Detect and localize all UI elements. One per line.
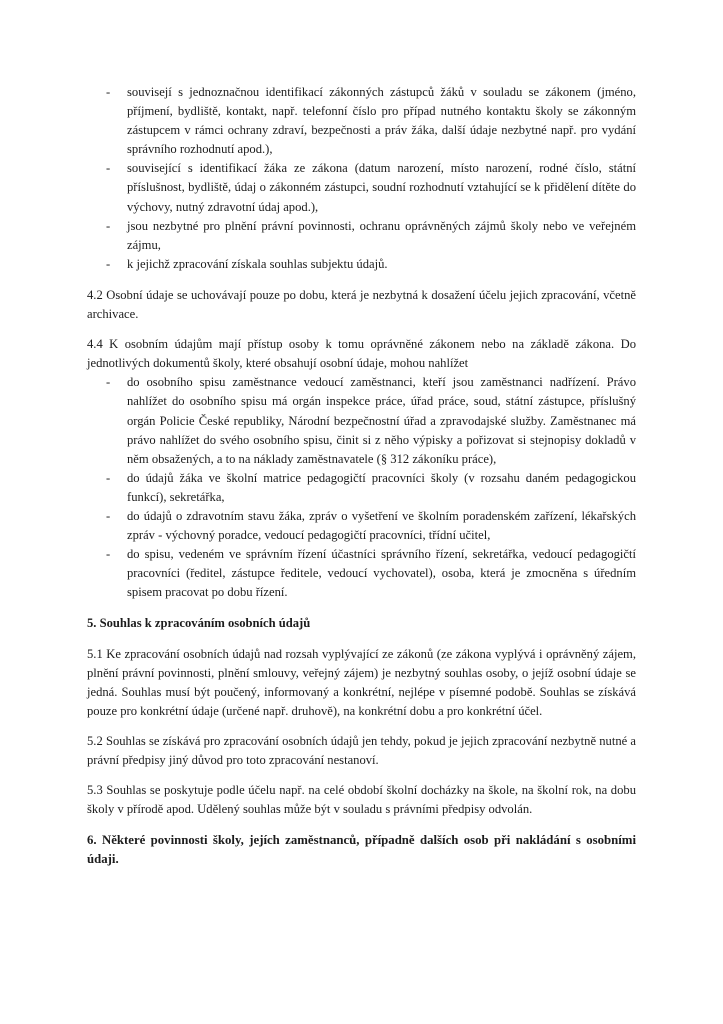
list-item: - do údajů žáka ve školní matrice pedagogičtí pracovníci školy (v rozsahu daném pedagogickou funkcí), sekretářka,	[87, 469, 636, 507]
paragraph-5-1: 5.1 Ke zpracování osobních údajů nad rozsah vyplývající ze zákonů (ze zákona vyplývá i oprávněný zájem, plnění právní povinnosti, plnění smlouvy, veřejný zájem) je nezbytný souhlas osoby, o jejíž osobní údaje se jedná. Souhlas musí být poučený, informovaný a konkrétní, nejlépe v písemné podobě. Souhlas se získává pouze pro konkrétní údaje (určené např. druhově), na konkrétní dobu a pro konkrétní účel.	[87, 646, 636, 718]
paragraph-4-4: 4.4 K osobním údajům mají přístup osoby k tomu oprávněné zákonem nebo na základě zákona. Do jednotlivých dokumentů školy, které obsahují osobní údaje, mohou nahlížet	[87, 337, 636, 371]
list-item: - do osobního spisu zaměstnance vedoucí zaměstnanci, kteří jsou zaměstnanci nadřízení. Právo nahlížet do osobního spisu má orgán inspekce práce, úřad práce, soud, státní zástupce, příslušný orgán Policie České republiky, Národní bezpečnostní úřad a zpravodajské služby. Zaměstnanec má právo nahlížet do svého osobního spisu, činit si z něho výpisky a pořizovat si stejnopisy dokladů v něm obsažených, a to na náklady zaměstnavatele (§ 312 zákoníku práce),	[87, 373, 636, 468]
section-6-heading: 6. Některé povinnosti školy, jejích zaměstnanců, případně dalších osob při nakládání s osobními údaji.	[87, 833, 636, 867]
access-list	[87, 373, 636, 602]
paragraph-5-2: 5.2 Souhlas se získává pro zpracování osobních údajů jen tehdy, pokud je jejich zpracování nezbytně nutné a právní předpisy jiný důvod pro toto zpracování nestanoví.	[87, 733, 636, 767]
list-item: - souvisejí s jednoznačnou identifikací zákonných zástupců žáků v souladu se zákonem (jméno, příjmení, bydliště, kontakt, např. telefonní číslo pro případ nutného kontaktu školy se zákonným zástupcem v rámci ochrany zdraví, bezpečnosti a práv žáka, další údaje nezbytné např. pro vydání správního rozhodnutí apod.),	[87, 83, 636, 159]
list-item: - do spisu, vedeném ve správním řízení účastníci správního řízení, sekretářka, vedoucí pedagogičtí pracovníci (ředitel, zástupce ředitele, vedoucí vychovatel), osoba, která je zmocněna s úředním spisem pracovat po dobu řízení.	[87, 545, 636, 602]
data-purpose-list	[87, 83, 636, 274]
list-item: - do údajů o zdravotním stavu žáka, zpráv o vyšetření ve školním poradenském zařízení, lékařských zpráv - výchovný poradce, vedoucí pedagogičtí pracovníci, třídní učitel,	[87, 507, 636, 545]
list-item: - jsou nezbytné pro plnění právní povinnosti, ochranu oprávněných zájmů školy nebo ve veřejném zájmu,	[87, 217, 636, 255]
section-5-heading: 5. Souhlas k zpracováním osobních údajů	[87, 616, 311, 631]
list-item: - k jejichž zpracování získala souhlas subjektu údajů.	[87, 255, 636, 274]
list-item: - související s identifikací žáka ze zákona (datum narození, místo narození, rodné číslo, státní příslušnost, bydliště, údaj o zákonném zástupci, soudní rozhodnutí vztahující se k přidělení dítěte do výchovy, nutný zdravotní údaj apod.),	[87, 159, 636, 216]
paragraph-4-2: 4.2 Osobní údaje se uchovávají pouze po dobu, která je nezbytná k dosažení účelu jejich zpracování, včetně archivace.	[87, 287, 636, 322]
paragraph-5-3: 5.3 Souhlas se poskytuje podle účelu např. na celé období školní docházky na škole, na školní rok, na dobu školy v přírodě apod. Udělený souhlas může být v souladu s právními předpisy odvolán.	[87, 783, 636, 817]
